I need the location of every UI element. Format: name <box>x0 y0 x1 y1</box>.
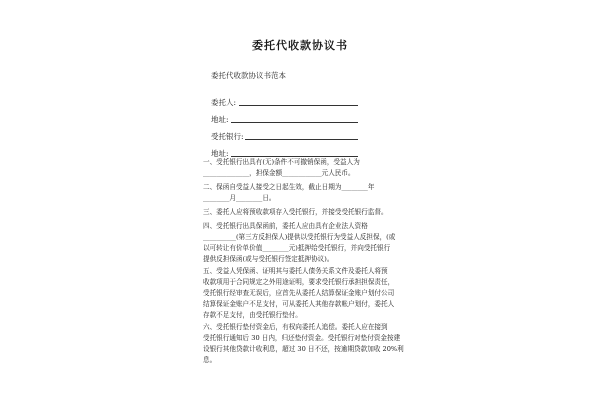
clause-line: 设银行其他贷款计收利息，超过 30 日不还，按逾期贷款加收 20%利 <box>203 345 404 353</box>
field-client-label: 委托人: <box>211 98 237 107</box>
clause-line: 收款项用于合同规定之外用途证明，要求受托银行承担担保责任， <box>203 278 395 286</box>
clause-2 <box>203 182 407 204</box>
clause-line: 以可转让有价单价值________元)抵押给受托银行，并向受托银行 <box>203 244 391 252</box>
clause-1 <box>203 157 407 179</box>
field-client <box>211 97 236 107</box>
clause-line: 六、受托银行垫付资金后，有权向委托人追偿。委托人应在接到 <box>203 323 388 331</box>
clause-line: 三、委托人应将预收款项存入受托银行，并接受受托银行监督。 <box>203 208 388 216</box>
field-trustee-bank-line[interactable] <box>245 139 358 140</box>
field-bank-address-label: 地址: <box>211 149 229 158</box>
document-title: 委托代收款协议书 <box>252 39 348 52</box>
field-trustee-bank <box>211 131 244 141</box>
clause-4 <box>203 221 407 265</box>
field-client-line[interactable] <box>239 105 358 106</box>
clause-line: 受托银行通知后 30 日内，归还垫付资金。受托银行对垫付资金按建 <box>203 334 401 342</box>
clause-line: ________月________日。 <box>203 194 276 202</box>
field-client-address-label: 地址: <box>211 115 229 124</box>
clause-line: 存款不足支付，由受托银行垫付。 <box>203 311 302 319</box>
clause-line: ______________，担保金额____________元人民币。 <box>203 169 355 177</box>
clause-line: 结算保证金账户不足支付，可从委托人其他存款帐户划付，委托人 <box>203 300 395 308</box>
document-subtitle: 委托代收款协议书范本 <box>211 71 286 80</box>
clause-line: 五、受益人凭保函、证明其与委托人债务关系文件及委托人将预 <box>203 267 388 275</box>
clause-line: 二、保函自受益人接受之日起生效，截止日期为________年 <box>203 183 375 191</box>
clause-line: 息。 <box>203 356 217 364</box>
clause-line: __________(第三方反担保人)提供以受托银行为受益人反担保，(或 <box>203 233 396 241</box>
clause-6 <box>203 322 407 366</box>
clause-line: 受托银行经审查无误后，应首先从委托人结算保证金账户划付公司 <box>203 289 395 297</box>
clause-line: 一、受托银行出具有(无)条件不可撤销保函，受益人为 <box>203 158 360 166</box>
field-client-address-line[interactable] <box>231 122 358 123</box>
clause-3 <box>203 207 407 218</box>
clause-line: 提供反担保函(或与受托银行签定抵押协议)。 <box>203 255 334 263</box>
field-trustee-bank-label: 受托银行: <box>211 132 244 141</box>
clause-line: 四、受托银行出具保函前，委托人应由具有企业法人资格 <box>203 222 368 230</box>
field-client-address <box>211 114 229 124</box>
clause-5 <box>203 266 407 321</box>
